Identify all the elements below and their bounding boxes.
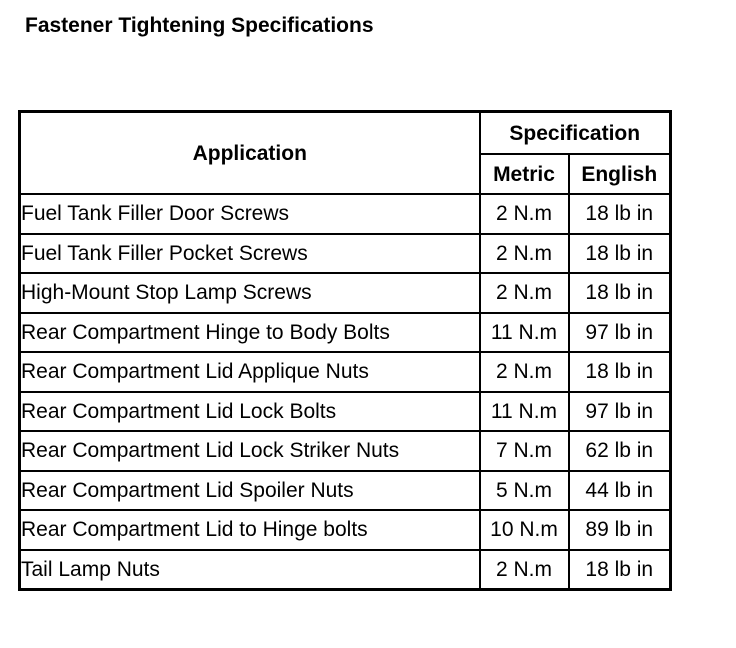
table-row <box>20 471 671 511</box>
english-cell: 18 lb in <box>569 194 671 234</box>
table-row <box>20 234 671 274</box>
table-row <box>20 510 671 550</box>
header-english: English <box>569 154 671 194</box>
english-cell: 18 lb in <box>569 352 671 392</box>
application-cell: Fuel Tank Filler Door Screws <box>20 194 480 234</box>
english-cell: 44 lb in <box>569 471 671 511</box>
application-cell: Rear Compartment Hinge to Body Bolts <box>20 313 480 353</box>
table-row <box>20 313 671 353</box>
metric-cell: 11 N.m <box>480 313 569 353</box>
english-cell: 18 lb in <box>569 234 671 274</box>
table-header <box>20 112 671 195</box>
table-row <box>20 431 671 471</box>
table-row <box>20 392 671 432</box>
metric-cell: 5 N.m <box>480 471 569 511</box>
header-specification: Specification <box>480 112 671 155</box>
application-cell: High-Mount Stop Lamp Screws <box>20 273 480 313</box>
table-body <box>20 194 671 590</box>
table-row <box>20 273 671 313</box>
english-cell: 97 lb in <box>569 392 671 432</box>
metric-cell: 11 N.m <box>480 392 569 432</box>
application-cell: Rear Compartment Lid Applique Nuts <box>20 352 480 392</box>
application-cell: Rear Compartment Lid Lock Striker Nuts <box>20 431 480 471</box>
metric-cell: 7 N.m <box>480 431 569 471</box>
metric-cell: 2 N.m <box>480 352 569 392</box>
english-cell: 62 lb in <box>569 431 671 471</box>
application-cell: Rear Compartment Lid to Hinge bolts <box>20 510 480 550</box>
metric-cell: 2 N.m <box>480 194 569 234</box>
application-cell: Rear Compartment Lid Lock Bolts <box>20 392 480 432</box>
application-cell: Tail Lamp Nuts <box>20 550 480 590</box>
application-cell: Fuel Tank Filler Pocket Screws <box>20 234 480 274</box>
table-row <box>20 194 671 234</box>
table-row <box>20 550 671 590</box>
fastener-spec-table <box>18 110 672 591</box>
metric-cell: 2 N.m <box>480 234 569 274</box>
english-cell: 18 lb in <box>569 273 671 313</box>
header-application: Application <box>20 112 480 195</box>
metric-cell: 10 N.m <box>480 510 569 550</box>
english-cell: 18 lb in <box>569 550 671 590</box>
header-metric: Metric <box>480 154 569 194</box>
application-cell: Rear Compartment Lid Spoiler Nuts <box>20 471 480 511</box>
english-cell: 89 lb in <box>569 510 671 550</box>
metric-cell: 2 N.m <box>480 273 569 313</box>
page-title: Fastener Tightening Specifications <box>25 14 374 37</box>
table-row <box>20 352 671 392</box>
english-cell: 97 lb in <box>569 313 671 353</box>
metric-cell: 2 N.m <box>480 550 569 590</box>
header-row-top <box>20 112 671 155</box>
